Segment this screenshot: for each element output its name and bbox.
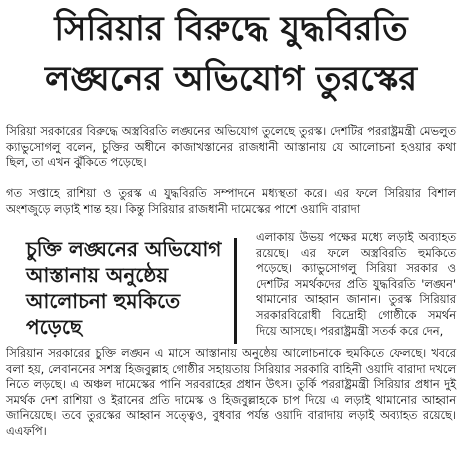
headline-line-1: সিরিয়ার বিরুদ্ধে যুদ্ধবিরতি <box>54 9 408 49</box>
paragraph-2-lead: গত সপ্তাহে রাশিয়া ও তুরস্ক এ যুদ্ধবিরতি সম্পাদনে মধ্যস্থতা করে। এর ফলে সিরিয়ার বিশাল অংশজুড়ে লড়াই শান্ত হয়। কিন্তু সিরিয়ার রাজধানী দামেস্কের পাশে ওয়াদি বারাদা <box>6 186 456 216</box>
headline-line-2: লঙ্ঘনের অভিযোগ তুরস্কের <box>44 59 418 99</box>
headline <box>0 4 462 104</box>
pull-quote-divider <box>234 238 237 344</box>
paragraph-2-right-column: এলাকায় উভয় পক্ষের মধ্যে লড়াই অব্যাহত রয়েছে। এর ফলে অস্ত্রবিরতি হুমকিতে পড়েছে। ক্যাভুসোগলু সিরিয়া সরকার ও দেশটির সমর্থকদের প্রতি যুদ্ধবিরতি 'লঙ্ঘন' থামানোর আহ্বান জানান। তুরস্ক সিরিয়ার সরকারবিরোধী বিদ্রোহী গোষ্ঠীকে সমর্থন দিয়ে আসছে। পররাষ্ট্রমন্ত্রী সতর্ক করে দেন, <box>256 230 456 338</box>
paragraph-1: সিরিয়া সরকারের বিরুদ্ধে অস্ত্রবিরতি লঙ্ঘনের অভিযোগ তুলেছে তুরস্ক। দেশটির পররাষ্ট্রমন্ত্রী মেভলুত ক্যাভুসোগলু বলেন, চুক্তির অধীনে কাজাখস্তানের রাজধানী আস্তানায় যে আলোচনা হওয়ার কথা ছিল, তা এখন ঝুঁকিতে পড়েছে। <box>6 124 456 170</box>
paragraph-3: সিরিয়ান সরকারের চুক্তি লঙ্ঘন এ মাসে আস্তানায় অনুষ্ঠেয় আলোচনাকে হুমকিতে ফেলছে। খবরে বলা হয়, লেবাননের সশস্ত্র হিজবুল্লাহ গোষ্ঠীর সহায়তায় সিরিয়ার সরকারি বাহিনী ওয়াদি বারাদা দখলে নিতে লড়ছে। এ অঞ্চল দামেস্কের পানি সরবরাহের প্রধান উৎস। তুর্কি পররাষ্ট্রমন্ত্রী সিরিয়ার প্রধান দুই সমর্থক দেশ রাশিয়া ও ইরানের প্রতি দামেস্ক ও হিজবুল্লাহকে চাপ দিয়ে এ লড়াই থামানোর আহ্বান জানিয়েছে। তবে তুরস্কের আহ্বান সত্ত্বেও, বুধবার পর্যন্ত ওয়াদি বারাদায় লড়াই অব্যাহত রয়েছে। এএফপি। <box>6 346 456 438</box>
pull-quote: চুক্তি লঙ্ঘনের অভিযোগ আস্তানায় অনুষ্ঠেয় আলোচনা হুমকিতে পড়েছে <box>26 237 222 339</box>
